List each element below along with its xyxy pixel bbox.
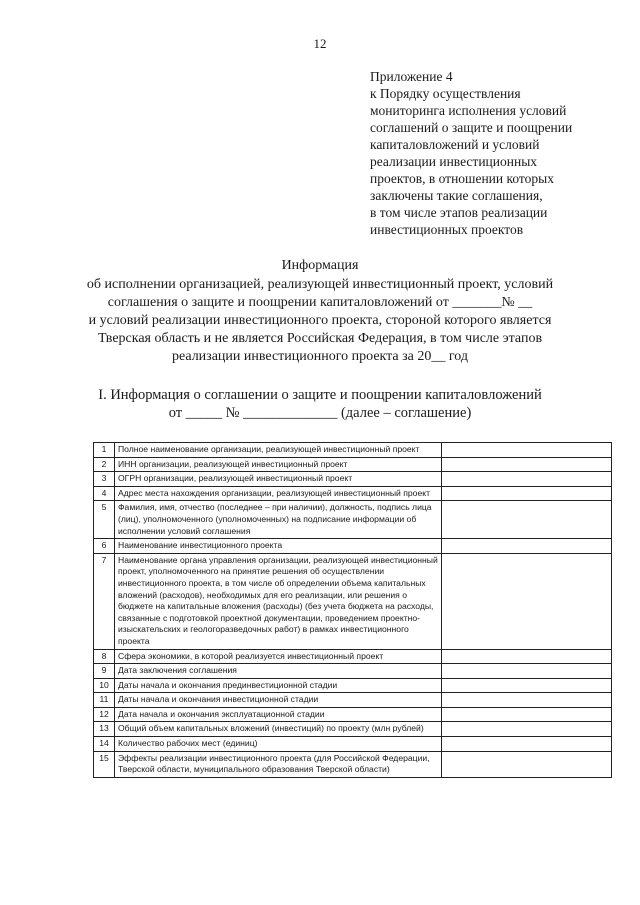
page-number: 12 xyxy=(313,36,327,51)
appendix-line: в том числе этапов реализации xyxy=(370,205,548,220)
row-value-cell xyxy=(442,457,612,472)
document-subtitle xyxy=(60,276,580,366)
row-number: 8 xyxy=(94,649,115,664)
appendix-line: инвестиционных проектов xyxy=(370,222,524,237)
row-label: Сфера экономики, в которой реализуется инвестиционный проект xyxy=(115,649,442,664)
table-row xyxy=(94,664,612,679)
row-label: Даты начала и окончания прединвестиционной стадии xyxy=(115,678,442,693)
row-value-cell xyxy=(442,553,612,649)
subtitle-line: Тверская область и не является Российская Федерация, в том числе этапов xyxy=(97,331,543,346)
row-value-cell xyxy=(442,649,612,664)
row-value-cell xyxy=(442,486,612,501)
subtitle-line: соглашения о защите и поощрении капиталовложений от _______№ __ xyxy=(107,295,533,310)
row-number: 12 xyxy=(94,707,115,722)
appendix-line: капиталовложений и условий xyxy=(370,137,540,152)
row-number: 5 xyxy=(94,501,115,539)
row-number: 7 xyxy=(94,553,115,649)
row-number: 15 xyxy=(94,751,115,777)
row-label: Фамилия, имя, отчество (последнее – при наличии), должность, подпись лица (лиц), уполномоченного (уполномоченных) на подписание информации об исполнении условий соглашения xyxy=(115,501,442,539)
table-row xyxy=(94,751,612,777)
table-row xyxy=(94,649,612,664)
appendix-block xyxy=(370,68,620,238)
row-value-cell xyxy=(442,501,612,539)
row-value-cell xyxy=(442,693,612,708)
subtitle-line: и условий реализации инвестиционного проекта, стороной которого является xyxy=(88,313,552,328)
row-number: 3 xyxy=(94,472,115,487)
row-value-cell xyxy=(442,707,612,722)
table-row xyxy=(94,737,612,752)
section-heading xyxy=(60,386,580,422)
row-label: Адрес места нахождения организации, реализующей инвестиционный проект xyxy=(115,486,442,501)
table-row xyxy=(94,722,612,737)
section-heading-line: от _____ № _____________ (далее – соглашение) xyxy=(168,405,472,421)
table-row xyxy=(94,443,612,458)
row-number: 2 xyxy=(94,457,115,472)
table-row xyxy=(94,707,612,722)
section-heading-line: I. Информация о соглашении о защите и поощрении капиталовложений xyxy=(98,387,542,403)
row-value-cell xyxy=(442,539,612,554)
row-number: 11 xyxy=(94,693,115,708)
agreement-info-table xyxy=(93,442,612,778)
row-label: Полное наименование организации, реализующей инвестиционный проект xyxy=(115,443,442,458)
document-title: Информация xyxy=(281,258,359,273)
table-row xyxy=(94,553,612,649)
appendix-line: Приложение 4 xyxy=(370,69,453,84)
row-value-cell xyxy=(442,722,612,737)
appendix-line: реализации инвестиционных xyxy=(370,154,538,169)
appendix-line: заключены такие соглашения, xyxy=(370,188,543,203)
row-value-cell xyxy=(442,472,612,487)
row-value-cell xyxy=(442,737,612,752)
table-row xyxy=(94,472,612,487)
row-label: Дата начала и окончания эксплуатационной стадии xyxy=(115,707,442,722)
row-label: Количество рабочих мест (единиц) xyxy=(115,737,442,752)
row-label: ОГРН организации, реализующей инвестиционный проект xyxy=(115,472,442,487)
table-row xyxy=(94,486,612,501)
subtitle-line: реализации инвестиционного проекта за 20__ год xyxy=(171,349,469,364)
row-number: 6 xyxy=(94,539,115,554)
row-label: Даты начала и окончания инвестиционной стадии xyxy=(115,693,442,708)
row-value-cell xyxy=(442,664,612,679)
appendix-line: к Порядку осуществления xyxy=(370,86,521,101)
table-row xyxy=(94,457,612,472)
row-label: ИНН организации, реализующей инвестиционный проект xyxy=(115,457,442,472)
row-label: Эффекты реализации инвестиционного проекта (для Российской Федерации, Тверской области, муниципального образования Тверской области) xyxy=(115,751,442,777)
row-number: 14 xyxy=(94,737,115,752)
appendix-line: мониторинга исполнения условий xyxy=(370,103,567,118)
row-number: 4 xyxy=(94,486,115,501)
appendix-line: проектов, в отношении которых xyxy=(370,171,554,186)
subtitle-line: об исполнении организацией, реализующей инвестиционный проект, условий xyxy=(86,277,554,292)
row-label: Наименование органа управления организации, реализующей инвестиционный проект, уполномоченного на принятие решения об осуществлении инвестиционного проекта, в том числе об определении объема капитальных вложений (расходов), необходимых для его реализации, или решения о бюджете на капитальные вложения (расходы) (без учета бюджета на расходы, связанные с подготовкой проектной документации, проведением проектно-изыскательских и геологоразведочных работ) в рамках инвестиционного проекта xyxy=(115,553,442,649)
row-label: Общий объем капитальных вложений (инвестиций) по проекту (млн рублей) xyxy=(115,722,442,737)
table-row xyxy=(94,678,612,693)
table-row xyxy=(94,539,612,554)
row-value-cell xyxy=(442,443,612,458)
row-number: 9 xyxy=(94,664,115,679)
appendix-line: соглашений о защите и поощрении xyxy=(370,120,573,135)
row-number: 13 xyxy=(94,722,115,737)
table-row xyxy=(94,501,612,539)
row-label: Наименование инвестиционного проекта xyxy=(115,539,442,554)
row-value-cell xyxy=(442,678,612,693)
table-row xyxy=(94,693,612,708)
row-number: 1 xyxy=(94,443,115,458)
row-number: 10 xyxy=(94,678,115,693)
row-label: Дата заключения соглашения xyxy=(115,664,442,679)
row-value-cell xyxy=(442,751,612,777)
